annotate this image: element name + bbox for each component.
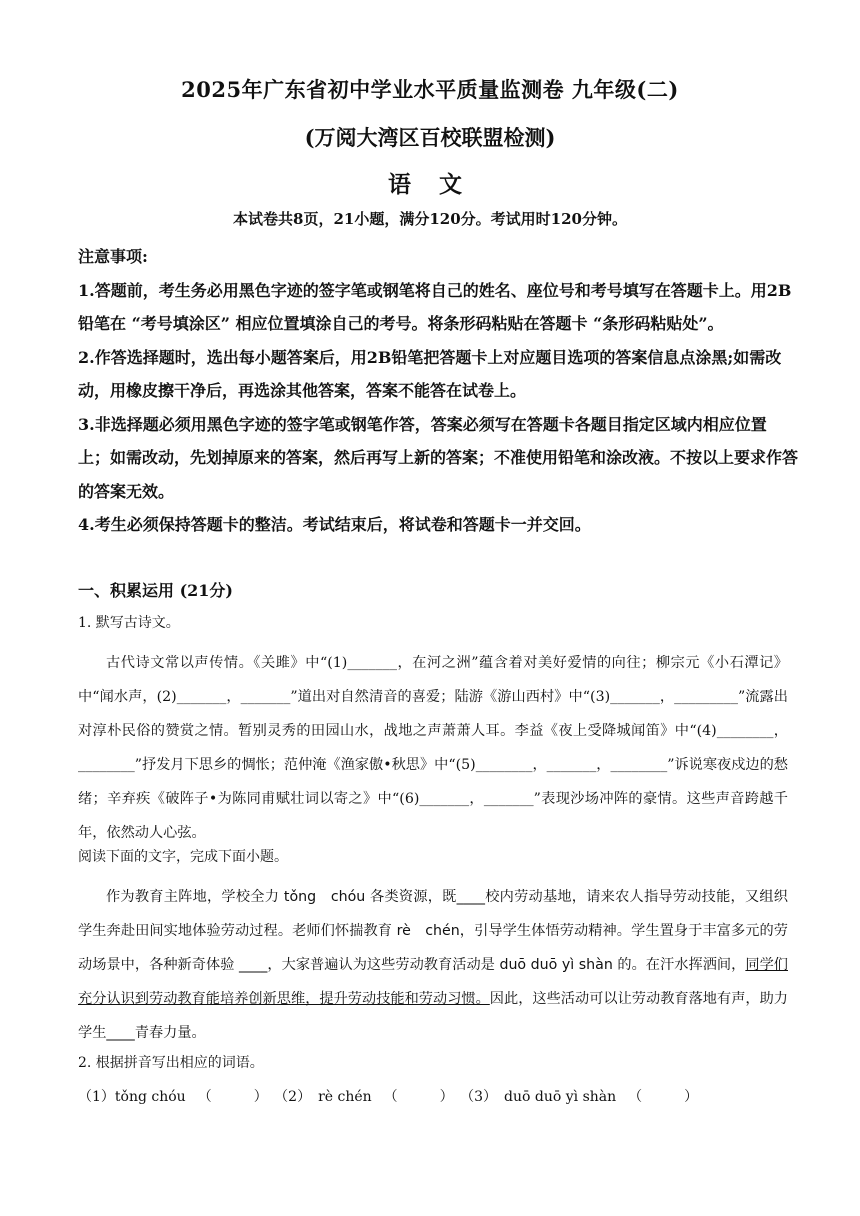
poem-question-text: 古代诗文常以声传情。《关雎》中“(1)_______，在河之洲”蕴含着对美好爱情的向往；柳宗元《小石潭记》中“闻水声，(2)_______，_______”道出对自然清音的喜爱；陆游《游山西村》中“(3)_______，_________”流露出对淳朴民俗的赞赏之情。暂别灵秀的田园山水，战地之声萧萧人耳。李益《夜上受降城闻笛》中“(4)________，________”抒发月下思乡的惆怅；范仲淹《渔家傲•秋思》中“(5)________，_______，________”诉说寒夜戍边的愁绪；辛弃疾《破阵子•为陈同甫赋壮词以寄之》中“(6)_______，_______”表现沙场冲阵的豪情。这些声音跨越千年，依然动人心弦。 — [78, 655, 788, 841]
pinyin-item-1: （1）tǒng chóu — [78, 1089, 186, 1105]
exam-title: 2025年广东省初中学业水平质量监测卷 九年级(二) — [181, 77, 679, 102]
pinyin-answer-row — [78, 1086, 700, 1106]
answer-blank[interactable]: （ ） — [628, 1089, 699, 1105]
exam-subtitle: (万阅大湾区百校联盟检测) — [304, 125, 556, 150]
note-item: 2.作答选择题时，选出每小题答案后，用2B铅笔把答题卡上对应题目选项的答案信息点涂黑;如需改动，用橡皮擦干净后，再选涂其他答案，答案不能答在试卷上。 — [78, 347, 782, 400]
section-heading: 一、积累运用 (21分) — [78, 581, 233, 600]
subject-title: 语 文 — [387, 171, 472, 198]
exam-info: 本试卷共8页，21小题，满分120分。考试用时120分钟。 — [233, 210, 627, 228]
pinyin-item-3: （3） duō duō yì shàn — [460, 1089, 617, 1105]
answer-blank[interactable]: （ ） — [197, 1089, 268, 1105]
reading-passage — [78, 880, 788, 1050]
answer-blank[interactable]: （ ） — [383, 1089, 454, 1105]
underlined-sentence: 同学们充分认识到劳动教育能培养创新思维，提升劳动技能和劳动习惯。 — [78, 957, 788, 1007]
question-2-prompt: 2. 根据拼音写出相应的词语。 — [78, 1055, 264, 1071]
pinyin-item-2: （2） rè chén — [274, 1089, 372, 1105]
passage-text: 因此，这些活动可以让劳动教育落地有声，助力学生____青春力量。 — [78, 991, 788, 1041]
question-1-prompt: 1. 默写古诗文。 — [78, 615, 180, 631]
note-item: 4.考生必须保持答题卡的整洁。考试结束后，将试卷和答题卡一并交回。 — [78, 515, 591, 534]
reading-instruction: 阅读下面的文字，完成下面小题。 — [78, 849, 288, 865]
notes-heading: 注意事项: — [78, 247, 148, 266]
notes-block — [78, 240, 798, 542]
passage-text: 作为教育主阵地，学校全力 tǒng chóu 各类资源，既____校内劳动基地，请来农人指导劳动技能，又组织学生奔赴田间实地体验劳动过程。老师们怀揣教育 rè chén，引导学生体悟劳动精神。学生置身于丰富多元的劳动场景中，各种新奇体验 ____，大家普遍认为这些劳动教育活动是 duō duō yì shàn 的。在汗水挥洒间， — [78, 889, 788, 973]
note-item: 1.答题前，考生务必用黑色字迹的签字笔或钢笔将自己的姓名、座位号和考号填写在答题卡上。用2B铅笔在 “考号填涂区” 相应位置填涂自己的考号。将条形码粘贴在答题卡 “条形码粘贴处”。 — [78, 280, 792, 333]
note-item: 3.非选择题必须用黑色字迹的签字笔或钢笔作答，答案必须写在答题卡各题目指定区域内相应位置上；如需改动，先划掉原来的答案，然后再写上新的答案；不准使用铅笔和涂改液。不按以上要求作答的答案无效。 — [78, 414, 799, 501]
